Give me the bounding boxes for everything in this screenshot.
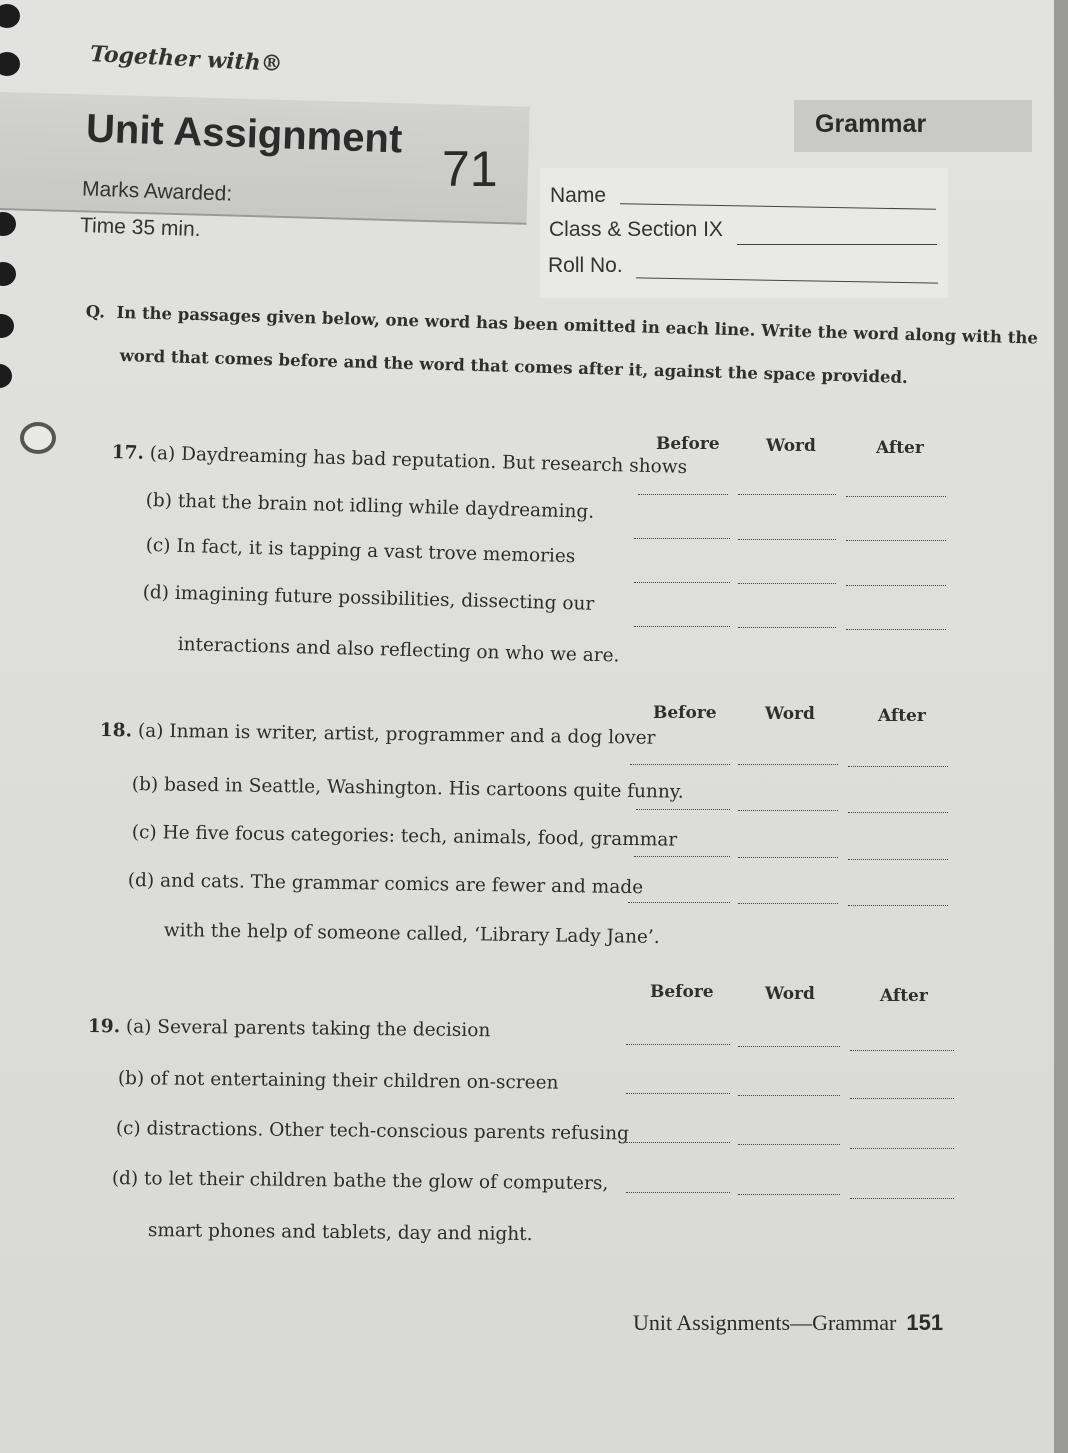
brand-logo: Together with® <box>89 40 284 78</box>
question-19-continuation: smart phones and tablets, day and night. <box>147 1220 533 1246</box>
column-before: Before <box>656 434 720 454</box>
answer-word-17a[interactable] <box>738 494 836 495</box>
answer-word-19c[interactable] <box>738 1144 840 1145</box>
answer-before-17b[interactable] <box>634 538 730 539</box>
time-label: Time 35 min. <box>79 213 201 242</box>
footer-text: Unit Assignments—Grammar <box>633 1310 897 1335</box>
column-word: Word <box>765 704 815 724</box>
subject-label: Grammar <box>815 110 927 138</box>
question-17-line-a: 17. (a) Daydreaming has bad reputation. But research shows <box>111 442 688 479</box>
answer-after-17b[interactable] <box>846 540 946 541</box>
answer-word-19d[interactable] <box>738 1194 840 1195</box>
name-label: Name <box>550 184 607 207</box>
page-edge <box>1054 0 1068 1453</box>
question-18-line-c: (c) He five focus categories: tech, animals, food, grammar <box>131 822 678 851</box>
answer-before-17a[interactable] <box>638 494 728 495</box>
question-19-line-d: (d) to let their children bathe the glow of computers, <box>111 1168 609 1195</box>
marks-label: Marks Awarded: <box>81 177 233 206</box>
question-label: Q. <box>85 302 106 322</box>
column-after: After <box>878 706 926 726</box>
answer-before-19b[interactable] <box>626 1093 730 1094</box>
class-field[interactable] <box>737 244 937 245</box>
question-17-line-d: (d) imagining future possibilities, dissecting our <box>142 582 595 615</box>
question-18-line-a: 18. (a) Inman is writer, artist, programmer and a dog lover <box>99 720 656 749</box>
column-word: Word <box>765 984 815 1004</box>
answer-word-18c[interactable] <box>738 857 838 858</box>
answer-after-19d[interactable] <box>850 1198 954 1199</box>
answer-word-19b[interactable] <box>738 1095 840 1096</box>
page-number: 151 <box>906 1310 944 1335</box>
answer-before-18a[interactable] <box>630 764 730 765</box>
answer-word-18b[interactable] <box>738 810 838 811</box>
answer-before-19c[interactable] <box>626 1142 730 1143</box>
answer-before-18d[interactable] <box>628 902 730 903</box>
answer-word-17c[interactable] <box>738 583 836 584</box>
question-18-line-b: (b) based in Seattle, Washington. His cartoons quite funny. <box>131 774 684 803</box>
answer-before-19a[interactable] <box>626 1044 730 1045</box>
answer-word-18d[interactable] <box>738 903 838 904</box>
answer-word-17b[interactable] <box>738 539 836 540</box>
answer-after-18d[interactable] <box>848 905 948 906</box>
answer-after-18a[interactable] <box>848 766 948 767</box>
answer-after-19c[interactable] <box>850 1148 954 1149</box>
binder-ring <box>20 422 56 454</box>
answer-word-17d[interactable] <box>738 627 836 628</box>
answer-word-18a[interactable] <box>738 764 838 765</box>
class-label: Class & Section IX <box>549 218 723 241</box>
question-19-line-b: (b) of not entertaining their children on-screen <box>117 1068 559 1094</box>
column-before: Before <box>653 703 717 723</box>
answer-before-19d[interactable] <box>626 1192 730 1193</box>
answer-after-18b[interactable] <box>848 812 948 813</box>
answer-after-19b[interactable] <box>850 1098 954 1099</box>
column-after: After <box>876 438 924 458</box>
page-footer <box>633 1310 943 1336</box>
answer-after-18c[interactable] <box>848 859 948 860</box>
answer-before-18c[interactable] <box>634 856 730 857</box>
column-after: After <box>880 986 928 1006</box>
unit-number: 71 <box>442 141 498 197</box>
answer-before-18b[interactable] <box>636 809 730 810</box>
column-word: Word <box>766 436 816 456</box>
answer-after-19a[interactable] <box>850 1050 954 1051</box>
question-18-continuation: with the help of someone called, ‘Library Lady Jane’. <box>163 920 660 948</box>
instruction-line-2: word that comes before and the word that comes after it, against the space provided. <box>119 346 909 388</box>
question-17-continuation: interactions and also reflecting on who we are. <box>177 634 620 667</box>
roll-label: Roll No. <box>548 254 623 277</box>
answer-word-19a[interactable] <box>738 1046 840 1047</box>
answer-after-17d[interactable] <box>846 629 946 630</box>
answer-before-17c[interactable] <box>634 582 730 583</box>
answer-after-17c[interactable] <box>846 585 946 586</box>
answer-before-17d[interactable] <box>634 626 730 627</box>
answer-after-17a[interactable] <box>846 496 946 497</box>
column-before: Before <box>650 982 714 1002</box>
question-17-line-c: (c) In fact, it is tapping a vast trove memories <box>145 535 576 568</box>
page-title: Unit Assignment <box>85 106 404 162</box>
question-19-line-c: (c) distractions. Other tech-conscious parents refusing <box>115 1118 630 1145</box>
question-18-line-d: (d) and cats. The grammar comics are fewer and made <box>127 870 644 899</box>
question-19-line-a: 19. (a) Several parents taking the decision <box>87 1016 491 1042</box>
instruction-line-1: Q. In the passages given below, one word has been omitted in each line. Write the word along with the <box>85 302 1039 348</box>
question-17-line-b: (b) that the brain not idling while daydreaming. <box>145 490 595 523</box>
